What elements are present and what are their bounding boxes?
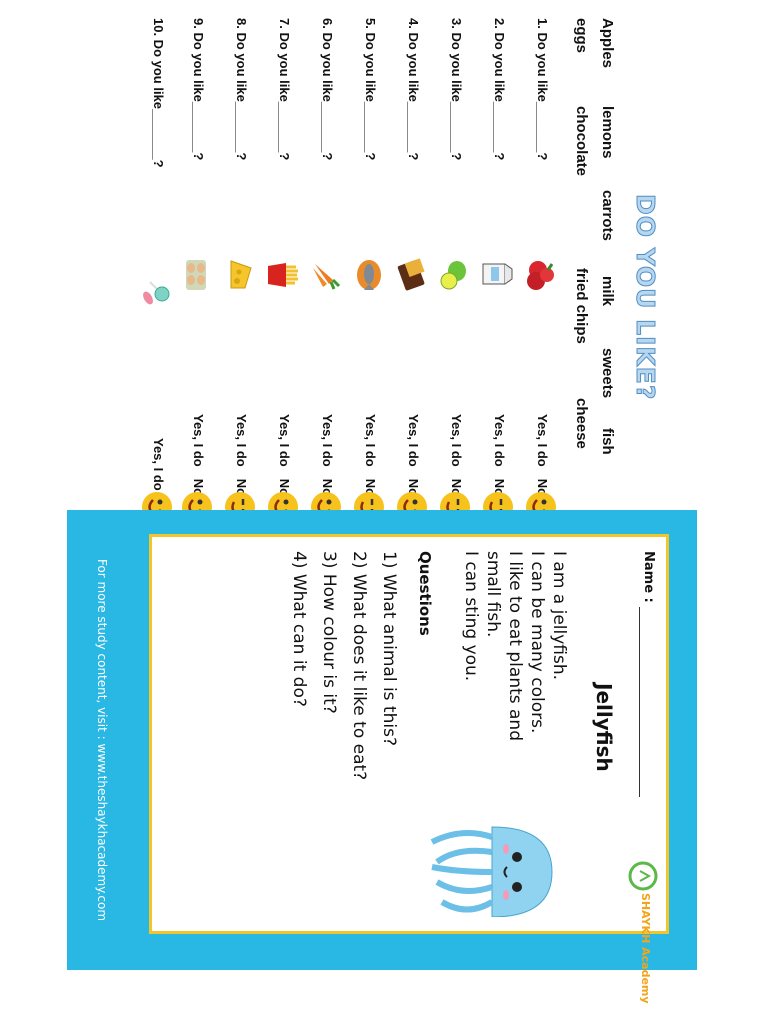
question-text: 7. Do you like_______?: [277, 18, 292, 161]
milk-carton-icon: [481, 258, 515, 292]
question-row: [434, 18, 474, 488]
question-item: 3) How colour is it?: [319, 551, 339, 714]
question-item: 4) What can it do?: [289, 551, 309, 707]
fried-chips-icon: [266, 258, 300, 292]
do-you-like-worksheet: [151, 18, 660, 578]
answer-yes: Yes, I do: [492, 414, 507, 467]
page-title: Jellyfish: [592, 683, 616, 772]
answer-yes: Yes, I do: [191, 414, 206, 467]
word-bank-item: cheese: [573, 398, 590, 449]
cheese-icon: [223, 258, 257, 292]
question-text: 4. Do you like_______?: [406, 18, 421, 161]
question-row: [391, 18, 431, 488]
word-bank-item: Apples: [599, 18, 616, 69]
word-bank-item: fried chips: [573, 268, 590, 344]
answer-yes: Yes, I do: [449, 414, 464, 467]
question-row: [305, 18, 345, 488]
name-line: [639, 607, 640, 797]
answer-yes: Yes, I do: [234, 414, 249, 467]
questions-list: [284, 551, 404, 780]
questions-heading: Questions: [416, 551, 434, 636]
jellyfish-worksheet: [67, 510, 697, 1004]
question-row: [348, 18, 388, 488]
answer-yes: Yes, I do: [320, 414, 335, 467]
footer-text: For more study content, visit : www.theshaykhacademy.com: [95, 558, 109, 922]
passage-line: small fish.: [483, 551, 503, 638]
lemons-icon: [438, 258, 472, 292]
answer-yes: Yes, I do: [406, 414, 421, 467]
question-row: [176, 18, 216, 488]
word-bank-item: lemons: [599, 106, 616, 159]
question-row: [477, 18, 517, 488]
chocolate-icon: [395, 258, 429, 292]
eggs-icon: [180, 258, 214, 292]
carrots-icon: [309, 258, 343, 292]
word-bank-item: chocolate: [573, 106, 590, 177]
answer-yes: Yes, I do: [363, 414, 378, 467]
question-item: 1) What animal is this?: [379, 551, 399, 746]
question-row: [136, 18, 176, 491]
question-item: 2) What does it like to eat?: [349, 551, 369, 781]
answer-yes: Yes, I do: [151, 438, 166, 491]
worksheet-card: [149, 534, 669, 1004]
academy-logo-text: SHAYKH Academy: [639, 893, 652, 1004]
passage-line: I can sting you.: [461, 551, 481, 682]
question-text: 3. Do you like_______?: [449, 18, 464, 161]
question-text: 10. Do you like_______?: [151, 18, 166, 168]
passage-line: I am a jellyfish.: [549, 551, 569, 681]
question-row: [520, 18, 560, 488]
question-row: [262, 18, 302, 488]
word-bank-item: fish: [599, 428, 616, 455]
passage: [460, 551, 570, 741]
fish-icon: [352, 258, 386, 292]
passage-line: I can be many colors.: [527, 551, 547, 734]
name-label: Name :: [641, 551, 656, 603]
answer-yes: Yes, I do: [277, 414, 292, 467]
word-bank-item: milk: [599, 276, 616, 307]
word-bank-item: eggs: [573, 18, 590, 54]
question-text: 8. Do you like_______?: [234, 18, 249, 161]
word-bank-item: sweets: [599, 348, 616, 399]
passage-line: I like to eat plants and: [505, 551, 525, 741]
jellyfish-illustration: [422, 807, 562, 917]
worksheet-title: DO YOU LIKE?: [631, 194, 660, 401]
question-row: [219, 18, 259, 488]
answer-yes: Yes, I do: [535, 414, 550, 467]
word-bank-item: carrots: [599, 190, 616, 241]
question-text: 5. Do you like_______?: [363, 18, 378, 161]
question-text: 9. Do you like_______?: [191, 18, 206, 161]
sweets-icon: [140, 278, 174, 312]
apples-icon: [524, 258, 558, 292]
academy-logo-icon: [628, 861, 658, 891]
question-text: 2. Do you like_______?: [492, 18, 507, 161]
question-text: 6. Do you like_______?: [320, 18, 335, 161]
question-text: 1. Do you like_______?: [535, 18, 550, 161]
